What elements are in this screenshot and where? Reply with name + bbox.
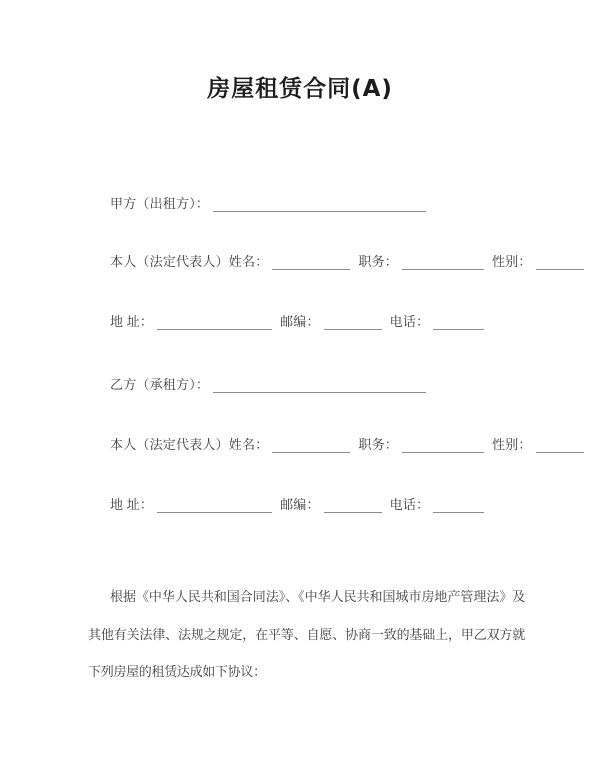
party-b-label: 乙方（承租方）： [110,377,210,392]
party-a-gender-blank [536,257,584,270]
party-b-gender-label: 性别： [492,437,532,452]
party-b-address-label: 地 址： [110,497,154,512]
party-a-phone-label: 电话： [389,314,430,329]
document-title: 房屋租赁合同(A) [207,76,393,102]
party-b-job-blank [402,440,484,453]
party-b-row [110,377,426,393]
party-b-rep-name-label: 本人（法定代表人）姓名： [110,437,269,452]
party-b-rep-name-blank [272,440,350,453]
party-b-gender-blank [536,440,584,453]
party-b-representative-row [110,437,584,453]
party-a-rep-name-blank [272,257,350,270]
party-a-job-label: 职务： [358,254,399,269]
party-b-address-row [110,497,484,513]
party-a-rep-name-label: 本人（法定代表人）姓名： [110,254,269,269]
party-b-zip-label: 邮编： [280,497,320,512]
party-a-address-blank [157,317,272,330]
party-a-representative-row [110,254,584,270]
party-b-phone-blank [433,500,484,513]
party-a-job-blank [402,257,484,270]
party-b-phone-label: 电话： [389,497,430,512]
party-a-gender-label: 性别： [492,254,532,269]
party-b-address-blank [157,500,272,513]
party-a-label: 甲方（出租方）： [110,196,210,211]
party-a-row [110,196,426,212]
party-b-name-blank [213,380,426,393]
party-a-zip-blank [324,317,382,330]
party-b-zip-blank [324,500,382,513]
party-a-zip-label: 邮编： [280,314,320,329]
party-a-address-row [110,314,484,330]
party-a-phone-blank [433,317,484,330]
preamble-paragraph: 根据《中华人民共和国合同法》、《中华人民共和国城市房地产管理法》及其他有关法律、法规之规定，在平等、自愿、协商一致的基础上，甲乙双方就下列房屋的租赁达成如下协议： [88,589,525,679]
party-a-name-blank [213,199,426,212]
party-a-address-label: 地 址： [110,314,154,329]
party-b-job-label: 职务： [358,437,399,452]
